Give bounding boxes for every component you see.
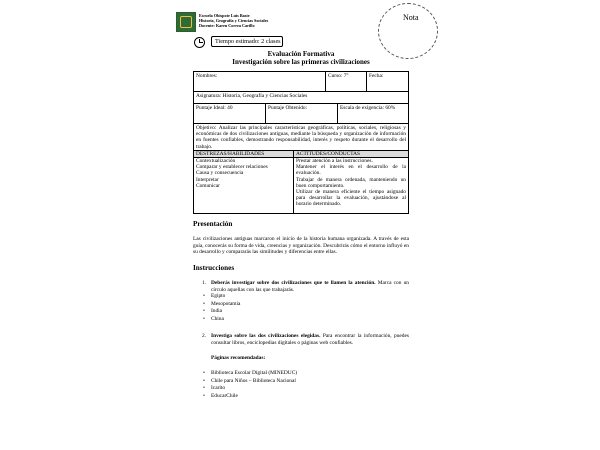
table-row-scores <box>194 104 408 124</box>
civilizations-list <box>203 293 240 323</box>
obtained-score-field[interactable]: Puntaje Obtenido: <box>265 104 337 123</box>
instruction-number-1: 1. <box>202 280 207 286</box>
civilization-option-mesopotamia[interactable] <box>203 301 240 309</box>
civilization-label: Egipto <box>211 293 226 299</box>
recommended-page-label: Biblioteca Escolar Digital (MINEDUC) <box>211 370 298 376</box>
bullet-icon: • <box>203 370 205 376</box>
bullet-icon: • <box>203 392 205 399</box>
info-table <box>193 71 409 214</box>
date-field[interactable]: Fecha: <box>366 72 409 91</box>
civilization-option-india[interactable] <box>203 308 240 316</box>
table-row-skills-header <box>194 151 408 158</box>
bullet-icon: • <box>203 293 205 299</box>
instruction-1-bold: Deberás investigar sobre dos civilizaciones que te llamen la atención. <box>211 280 376 286</box>
civilization-option-china[interactable] <box>203 316 240 324</box>
recommended-page-item <box>203 393 297 401</box>
bullet-icon: • <box>203 300 205 307</box>
civilization-option-egipto[interactable] <box>203 293 240 301</box>
civilization-label: India <box>211 308 223 315</box>
course-field: Curso: 7° <box>325 72 366 91</box>
instruction-2-text <box>211 333 409 346</box>
skill-item: Interpretar <box>196 176 219 183</box>
bullet-icon: • <box>203 308 205 315</box>
instructions-heading: Instrucciones <box>193 264 235 272</box>
logo-emblem <box>180 16 192 28</box>
recommended-page-label: Icarito <box>211 385 226 392</box>
subject-department: Historia, Geografía y Ciencias Sociales <box>199 18 269 24</box>
attitudes-header: ACTITUDES/CONDUCTAS <box>293 151 408 157</box>
table-row-subject <box>194 92 408 104</box>
recommended-pages-list <box>203 370 297 400</box>
ideal-score: Puntaje Ideal: 40 <box>196 105 233 111</box>
instruction-1-text <box>211 280 409 293</box>
skill-item: Contextualización <box>196 158 236 164</box>
subject-field: Asignatura: Historia, Geografía y Ciencias Sociales <box>196 93 308 99</box>
instruction-1-rest: Marca con un círculo aquellas con las que trabajarás. <box>211 280 409 293</box>
school-info <box>199 13 299 29</box>
instruction-2-rest: Para encontrar la información, puedes consultar libros, enciclopedias digitales o páginas web confiables. <box>211 333 409 346</box>
recommended-page-label: Chile para Niños – Biblioteca Nacional <box>211 377 296 384</box>
recommended-page-item <box>203 370 297 378</box>
skill-item: Comparar y establecer relaciones <box>196 164 268 171</box>
skill-item: Causa y consecuencia <box>196 170 244 177</box>
skills-list <box>194 158 293 189</box>
objective-text: Objetivo: Analizar las principales características geográficas, políticas, sociales, religiosas y económicas de dos civilizaciones antiguas, mediante la búsqueda y organización de información en fuentes confiables, demostrando responsabilidad, interés y respeto durante el desarrollo del trabajo. <box>196 125 406 150</box>
estimated-time-box: Tiempo estimado: 2 clases <box>211 36 283 47</box>
evaluation-title: Evaluación Formativa <box>267 50 335 58</box>
attitude-item: Utilizar de manera eficiente el tiempo asignado para desarrollar la evaluación, ajustándose al horario determinado. <box>296 189 406 208</box>
instruction-2-bold: Investiga sobre las dos civilizaciones elegidas. <box>211 333 321 339</box>
names-field[interactable]: Nombres: <box>196 73 218 79</box>
bullet-icon: • <box>203 377 205 384</box>
school-name: Escuela Obispote Luis Baste <box>199 13 250 18</box>
presentation-heading: Presentación <box>193 220 233 228</box>
recommended-pages-heading: Páginas recomendadas: <box>211 355 266 361</box>
grade-label: Nota <box>403 13 419 22</box>
attitude-item: Prestar atención a las instrucciones. <box>296 158 373 164</box>
school-logo <box>176 12 196 32</box>
bullet-icon: • <box>203 315 205 322</box>
skills-header: DESTREZAS/HABILIDADES <box>196 151 265 157</box>
bullet-icon: • <box>203 385 205 392</box>
attitudes-list <box>293 158 408 213</box>
teacher-name: Docente: Karen Correa Carillo <box>199 23 255 29</box>
civilization-label: Mesopotamia <box>211 300 241 307</box>
recommended-page-item <box>203 385 297 393</box>
presentation-text: Las civilizaciones antiguas marcaron el inicio de la historia humana organizada. A través de esta guía, conocerás su forma de vida, creencias y organización. Descubrirás cómo el entorno influyó en su desarrollo y compararás las similitudes y diferencias entre ellas. <box>193 236 409 256</box>
skill-item: Comunicar <box>196 182 220 189</box>
table-row-skills <box>194 158 408 213</box>
civilization-label: China <box>211 315 224 322</box>
table-row-student <box>194 72 408 92</box>
recommended-page-item <box>203 378 297 386</box>
recommended-page-label: EducarChile <box>211 392 238 399</box>
clock-icon <box>194 37 205 48</box>
attitude-item: Mantener el interés en el desarrollo de la evaluación. <box>296 164 406 177</box>
attitude-item: Trabajar de manera ordenada, manteniendo un buen comportamiento. <box>296 176 406 189</box>
evaluation-subtitle: Investigación sobre las primeras civilizaciones <box>232 58 370 66</box>
grading-scale: Escala de exigencia: 60% <box>337 104 408 123</box>
instruction-number-2: 2. <box>202 333 207 339</box>
table-row-objective <box>194 124 408 151</box>
